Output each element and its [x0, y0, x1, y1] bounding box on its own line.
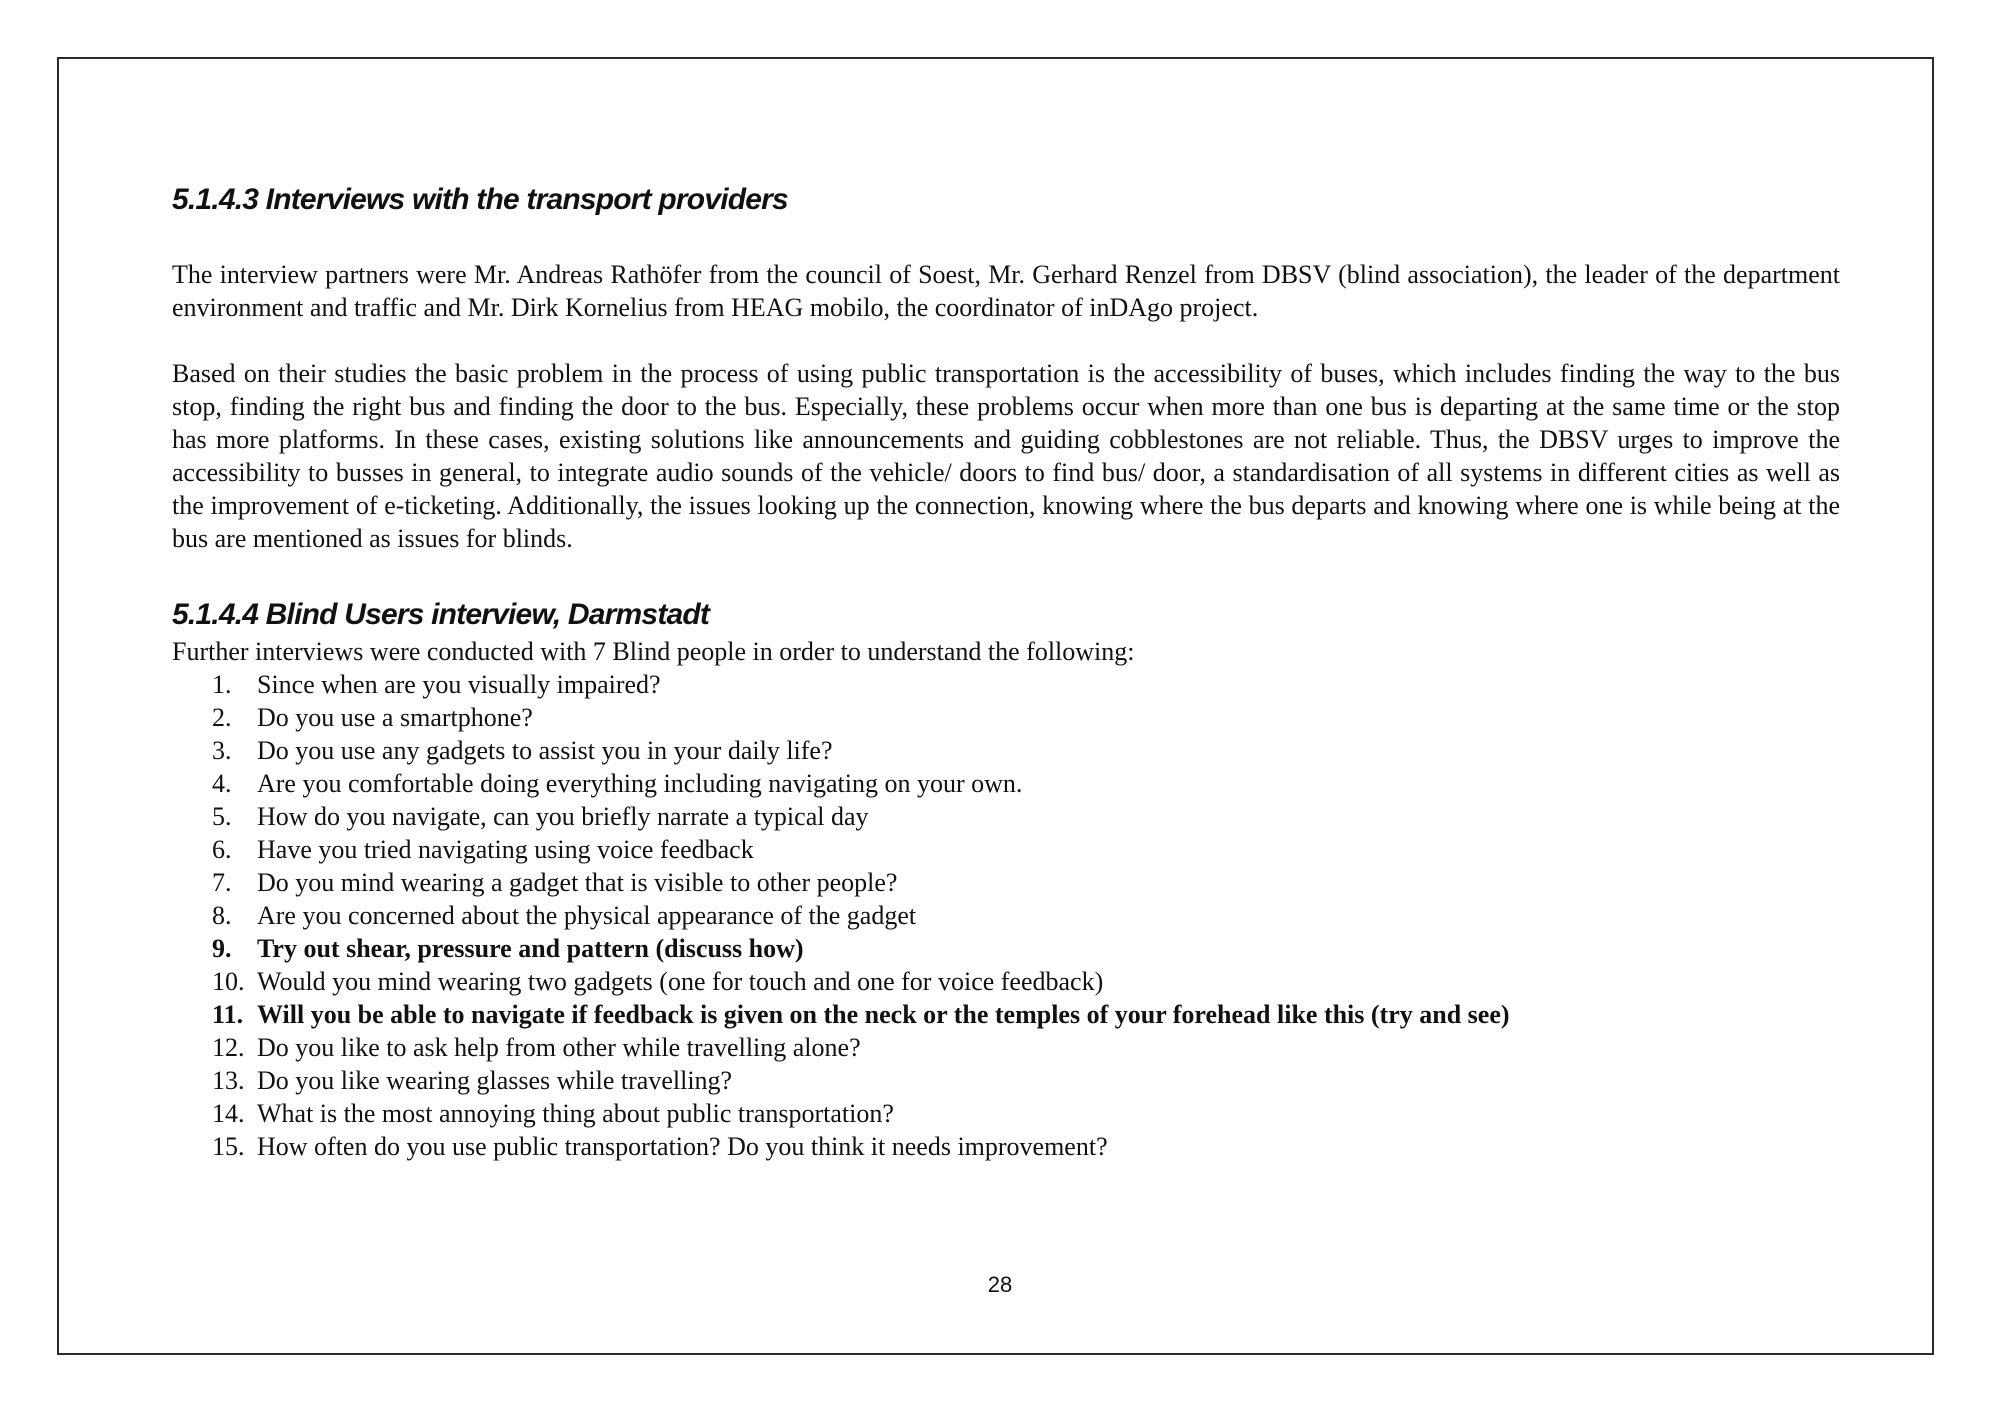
list-number: 10. — [212, 967, 245, 996]
list-item — [172, 866, 1840, 899]
question-text: Do you mind wearing a gadget that is visible to other people? — [257, 868, 898, 897]
question-text: Are you concerned about the physical appearance of the gadget — [257, 901, 917, 930]
list-number: 11. — [212, 1000, 244, 1029]
list-number: 13. — [212, 1066, 245, 1095]
page-number: 28 — [987, 1272, 1013, 1297]
paragraph-intro: Further interviews were conducted with 7 Blind people in order to understand the following: — [172, 637, 1135, 666]
list-number: 8. — [212, 901, 232, 930]
question-text: Are you comfortable doing everything including navigating on your own. — [257, 769, 1023, 798]
question-text: Do you use a smartphone? — [257, 703, 533, 732]
list-number: 9. — [212, 934, 232, 963]
list-item — [172, 734, 1840, 767]
list-item — [172, 1031, 1840, 1064]
list-number: 4. — [212, 769, 232, 798]
question-text: Try out shear, pressure and pattern (discuss how) — [257, 934, 804, 963]
list-item — [172, 767, 1840, 800]
list-number: 14. — [212, 1099, 245, 1128]
list-item — [172, 668, 1840, 701]
list-item-bold — [172, 998, 1840, 1031]
list-item — [172, 1130, 1840, 1163]
list-number: 6. — [212, 835, 232, 864]
question-text: How often do you use public transportation? Do you think it needs improvement? — [257, 1132, 1108, 1161]
question-text: Do you like wearing glasses while travelling? — [257, 1066, 733, 1095]
list-number: 2. — [212, 703, 232, 732]
list-item — [172, 965, 1840, 998]
list-item — [172, 1097, 1840, 1130]
question-text: Will you be able to navigate if feedback is given on the neck or the temples of your forehead like this (try and see) — [257, 1000, 1510, 1029]
section-heading-blind-users: 5.1.4.4 Blind Users interview, Darmstadt — [172, 598, 710, 631]
question-text: Have you tried navigating using voice feedback — [257, 835, 754, 864]
document-content — [172, 170, 1840, 1163]
paragraph-basic-problems: Based on their studies the basic problem in the process of using public transportation is the accessibility of buses, which includes finding the way to the bus stop, finding the right bus and finding the door to the bus. Especially, these problems occur when more than one bus is departing at the same time or the stop has more platforms. In these cases, existing solutions like announcements and guiding cobblestones are not reliable. Thus, the DBSV urges to improve the accessibility to busses in general, to integrate audio sounds of the vehicle/ doors to find bus/ door, a standardisation of all systems in different cities as well as the improvement of e-ticketing. Additionally, the issues looking up the connection, knowing where the bus departs and knowing where one is while being at the bus are mentioned as issues for blinds. — [172, 359, 1840, 553]
question-text: Since when are you visually impaired? — [257, 670, 661, 699]
list-number: 1. — [212, 670, 232, 699]
question-list — [172, 668, 1840, 1163]
section-heading-transport-providers: 5.1.4.3 Interviews with the transport providers — [172, 183, 788, 216]
list-item — [172, 1064, 1840, 1097]
question-text: What is the most annoying thing about public transportation? — [257, 1099, 894, 1128]
list-number: 3. — [212, 736, 232, 765]
paragraph-interview-partners: The interview partners were Mr. Andreas Rathöfer from the council of Soest, Mr. Gerhard Renzel from DBSV (blind association), the leader of the department environment and traffic and Mr. Dirk Kornelius from HEAG mobilo, the coordinator of inDAgo project. — [172, 260, 1840, 322]
list-item — [172, 701, 1840, 734]
question-text: Do you use any gadgets to assist you in your daily life? — [257, 736, 833, 765]
list-number: 12. — [212, 1033, 245, 1062]
list-item — [172, 833, 1840, 866]
question-text: Would you mind wearing two gadgets (one for touch and one for voice feedback) — [257, 967, 1104, 996]
list-item — [172, 800, 1840, 833]
question-text: How do you navigate, can you briefly narrate a typical day — [257, 802, 869, 831]
list-number: 5. — [212, 802, 232, 831]
list-number: 15. — [212, 1132, 245, 1161]
list-item — [172, 899, 1840, 932]
list-number: 7. — [212, 868, 232, 897]
question-text: Do you like to ask help from other while travelling alone? — [257, 1033, 861, 1062]
list-item-bold — [172, 932, 1840, 965]
